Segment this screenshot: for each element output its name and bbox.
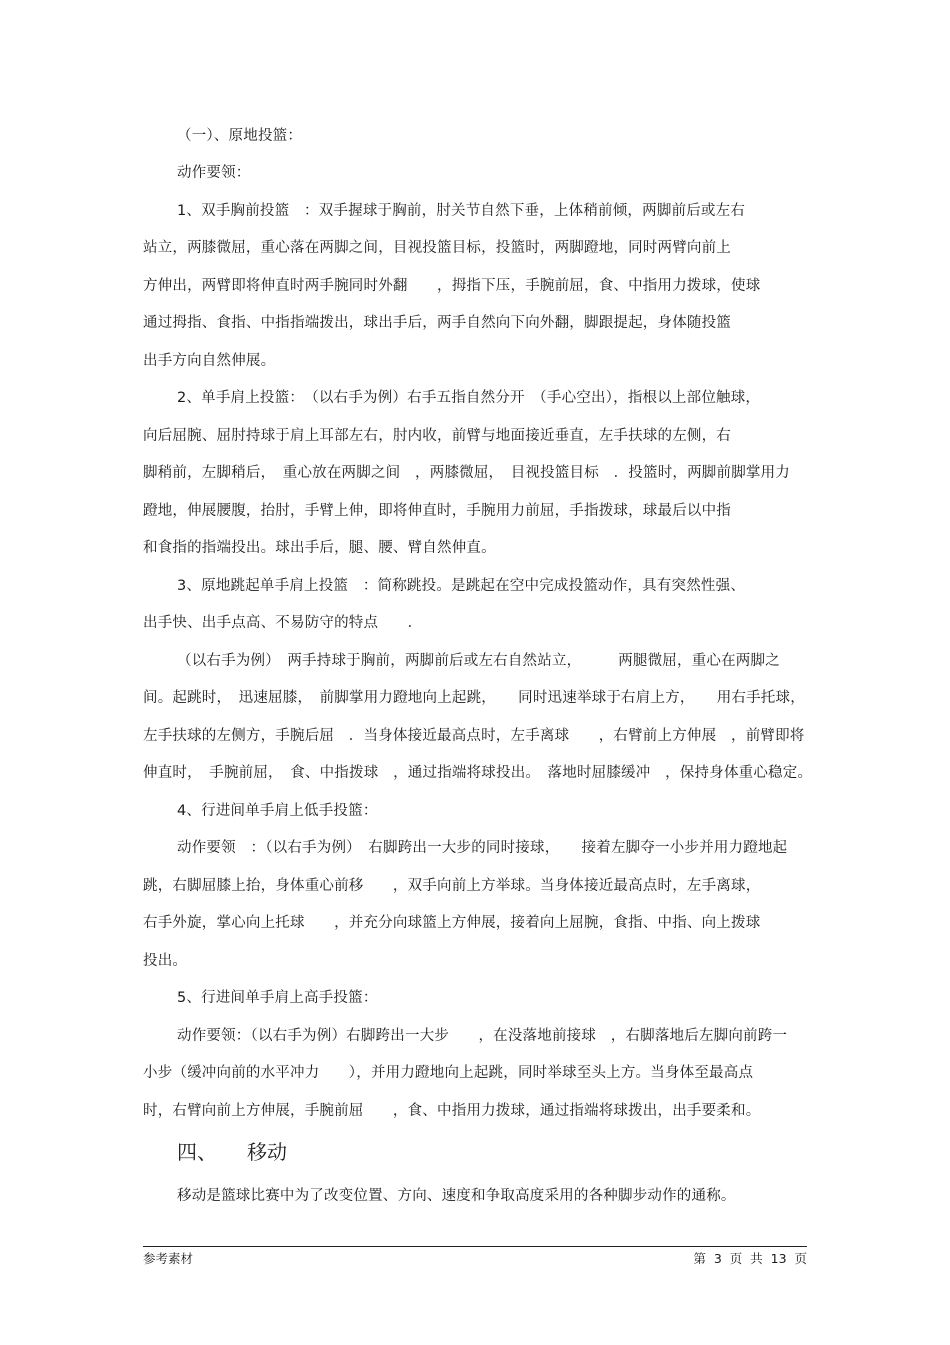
paragraph-line: 站立，两膝微屈，重心落在两脚之间，目视投篮目标，投篮时，两脚蹬地，同时两臂向前上 bbox=[143, 240, 731, 256]
footer-source-label: 参考素材 bbox=[143, 1251, 194, 1266]
paragraph-line: 出手方向自然伸展。 bbox=[143, 353, 276, 369]
paragraph-line: 方伸出，两臂即将伸直时两手腕同时外翻 ，拇指下压，手腕前屈，食、中指用力拨球，使球 bbox=[143, 278, 761, 294]
section-paragraph: 移动是篮球比赛中为了改变位置、方向、速度和争取高度采用的各种脚步动作的通称。 bbox=[177, 1188, 736, 1204]
paragraph-line: 左手扶球的左侧方，手腕后屈 ．当身体接近最高点时，左手离球 ，右臂前上方伸展 ，前臂即将 bbox=[143, 728, 805, 744]
paragraph-line: 伸直时， 手腕前屈， 食、中指拨球 ，通过指端将球投出。 落地时屈膝缓冲 ，保持身体重心稳定。 bbox=[143, 765, 813, 781]
paragraph-line: 4、行进间单手肩上低手投篮： bbox=[177, 803, 378, 819]
paragraph-line: 蹬地，伸展腰腹，抬肘，手臂上伸，即将伸直时，手腕用力前屈，手指拨球，球最后以中指 bbox=[143, 503, 731, 519]
key-points-label: 动作要领： bbox=[177, 165, 251, 181]
paragraph-line: 脚稍前，左脚稍后， 重心放在两脚之间 ，两膝微屈， 目视投篮目标 ．投篮时，两脚前脚掌用力 bbox=[143, 465, 790, 481]
paragraph-line: 小步（缓冲向前的水平冲力 ），并用力蹬地向上起跳，同时举球至头上方。当身体至最高点 bbox=[143, 1065, 754, 1081]
paragraph-line: 投出。 bbox=[143, 953, 188, 969]
paragraph-line: 3、原地跳起单手肩上投篮 ：简称跳投。是跳起在空中完成投篮动作，具有突然性强、 bbox=[177, 578, 746, 594]
paragraph-line: 向后屈腕、屈肘持球于肩上耳部左右，肘内收，前臂与地面接近垂直，左手扶球的左侧，右 bbox=[143, 428, 731, 444]
paragraph-line: 间。起跳时， 迅速屈膝， 前脚掌用力蹬地向上起跳， 同时迅速举球于右肩上方， 用右手托球， bbox=[143, 690, 805, 706]
paragraph-line: 5、行进间单手肩上高手投篮： bbox=[177, 990, 378, 1006]
paragraph-line: 通过拇指、食指、中指指端拨出，球出手后，两手自然向下向外翻，脚跟提起，身体随投篮 bbox=[143, 315, 731, 331]
paragraph-line: 右手外旋，掌心向上托球 ，并充分向球篮上方伸展，接着向上屈腕，食指、中指、向上拨球 bbox=[143, 915, 761, 931]
paragraph-line: （以右手为例） 两手持球于胸前，两脚前后或左右自然站立， 两腿微屈，重心在两脚之 bbox=[177, 653, 780, 669]
subsection-title-standing-shot: （一）、原地投篮： bbox=[177, 128, 303, 144]
paragraph-line: 动作要领：（以右手为例）右脚跨出一大步 ，在没落地前接球 ，右脚落地后左脚向前跨一 bbox=[177, 1028, 788, 1044]
paragraph-line: 动作要领 ：（以右手为例） 右脚跨出一大步的同时接球， 接着左脚夺一小步并用力蹬地起 bbox=[177, 840, 788, 856]
paragraph-line: 和食指的指端投出。球出手后，腿、腰、臂自然伸直。 bbox=[143, 540, 496, 556]
section-heading: 四、 移动 bbox=[177, 1140, 287, 1164]
paragraph-line: 时，右臂向前上方伸展，手腕前屈 ，食、中指用力拨球，通过指端将球拨出，出手要柔和。 bbox=[143, 1103, 761, 1119]
paragraph-line: 出手快、出手点高、不易防守的特点 ． bbox=[143, 615, 423, 631]
paragraph-line: 跳，右脚屈膝上抬，身体重心前移 ，双手向前上方举球。当身体接近最高点时，左手离球， bbox=[143, 878, 761, 894]
footer-page-number: 第 3 页 共 13 页 bbox=[693, 1251, 807, 1266]
footer-divider bbox=[143, 1246, 807, 1247]
paragraph-line: 1、双手胸前投篮 ：双手握球于胸前，肘关节自然下垂，上体稍前倾，两脚前后或左右 bbox=[177, 203, 746, 219]
paragraph-line: 2、单手肩上投篮： （以右手为例）右手五指自然分开 （手心空出），指根以上部位触球， bbox=[177, 390, 761, 406]
